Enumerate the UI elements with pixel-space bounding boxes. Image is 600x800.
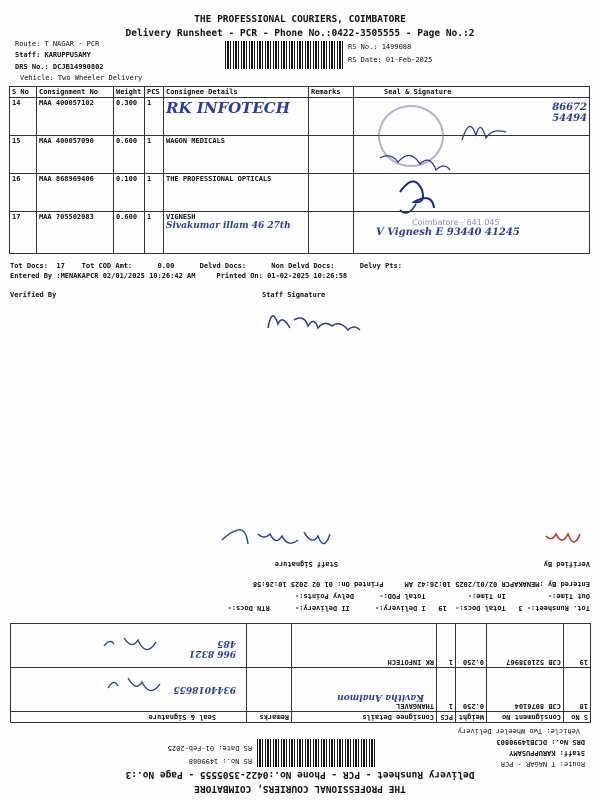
row-consignment: CJB 8076104 [487, 668, 564, 712]
row-consignment: CJB 521038967 [487, 624, 564, 668]
consignee-name: VIGNESH [166, 213, 196, 221]
row-remarks [309, 136, 354, 174]
row-sno: 18 [564, 668, 591, 712]
row-pcs: 1 [145, 98, 164, 136]
signature-row-14 [462, 126, 506, 140]
drs-label: DRS No.: DCJB14990802 [15, 63, 104, 71]
row-pcs: 1 [145, 174, 164, 212]
table-header [10, 87, 590, 98]
runsheet-title: Delivery Runsheet - PCR - Phone No.:0422-3505555 - Page No.:3 [125, 769, 475, 780]
table-header [11, 712, 591, 723]
row-consignee: WAGON MEDICALS [164, 136, 309, 174]
handwritten-phone: 9344018655 [173, 684, 236, 694]
row-consignee: RK INFOTECH [292, 624, 437, 668]
row-weight: 0.250 [456, 668, 487, 712]
company-name: THE PROFESSIONAL COURIERS, COIMBATORE [194, 14, 406, 25]
row-sno: 19 [564, 624, 591, 668]
signature-scribbles [370, 100, 590, 260]
route-label: Route: T NAGAR - PCR [500, 760, 585, 768]
col-seal: Seal & Signature [354, 87, 590, 98]
rs-no: RS No.: 1499088 [188, 757, 252, 765]
col-pcs: PCS [145, 87, 164, 98]
row-consignment: MAA 705502083 [37, 212, 114, 254]
staff-signature [188, 522, 338, 556]
totals-line: Tot Docs: 17 Tot COD Amt: 0.00 Delvd Docs: Non Delvd Docs: Delvy Pts: [10, 262, 402, 270]
row-weight: 0.300 [114, 98, 145, 136]
entered-line: Entered By :MENAKAPCR 02/01/2025 10:26:42 AM Printed On: 01-02-2025 10:26:58 [10, 272, 348, 280]
signature-row-16 [400, 181, 434, 208]
handwritten-signature: V Vignesh E 93440 41245 [376, 227, 520, 238]
handwritten-phone: 966 8321 485 [189, 638, 236, 658]
handwritten-address: Sivakumar illam 46 27th [166, 221, 291, 231]
row-remarks [309, 174, 354, 212]
signature-scribbles [30, 624, 170, 704]
row-weight: 0.100 [114, 174, 145, 212]
runsheet-title: Delivery Runsheet - PCR - Phone No.:0422-3505555 - Page No.:2 [125, 28, 475, 39]
signature-row-15 [380, 155, 450, 170]
row-consignee [164, 98, 309, 136]
col-consignee: Consignee Details [292, 712, 437, 723]
row-pcs: 1 [437, 624, 456, 668]
vehicle-label: Vehicle: Two Wheeler Delivery [457, 727, 580, 735]
totals-line-2: Out Time:- In Time:- Total POD:- Delvy Points:- [294, 592, 590, 600]
row-consignment: MAA 400057102 [37, 98, 114, 136]
col-pcs: PCS [437, 712, 456, 723]
col-seal: Seal & Signature [11, 712, 247, 723]
col-consignment: Consignment No [37, 87, 114, 98]
entered-line: Entered By :MENAKAPCR 02/01/2025 10:26:42 AM Printed On: 01 02 2025 10:26:58 [252, 580, 590, 588]
col-weight: Weight [456, 712, 487, 723]
row-consignment: MAA 400057090 [37, 136, 114, 174]
col-sno: S No [564, 712, 591, 723]
consignee-name: THANGAVEL [396, 702, 434, 710]
row-remarks [309, 98, 354, 136]
verified-label: Verified By [10, 291, 57, 299]
route-label: Route: T NAGAR - PCR [15, 40, 100, 48]
col-sno: S No [10, 87, 37, 98]
totals-line: Tot. Runsheet:- 3 Total Docs:- 19 I Delivery:- II Delivery:- RTN Docs:- [227, 604, 590, 612]
rs-date: RS Date: 01-Feb-2025 [167, 744, 252, 752]
signature-row-19 [104, 638, 156, 650]
row-consignee [292, 668, 437, 712]
handwritten-address: Kavitha Analmon [337, 692, 424, 702]
row-pcs: 1 [145, 212, 164, 254]
drs-label: DRS No.: DCJB14990803 [496, 738, 585, 746]
staff-label: Staff: KARUPPUSAMY [509, 749, 585, 757]
vehicle-label: Vehicle: Two Wheeler Delivery [20, 74, 143, 82]
row-pcs: 1 [145, 136, 164, 174]
staff-signature-label: Staff Signature [262, 291, 326, 299]
row-sno: 16 [10, 174, 37, 212]
col-weight: Weight [114, 87, 145, 98]
row-consignee [164, 212, 309, 254]
row-weight: 0.250 [456, 624, 487, 668]
bottom-runsheet [0, 510, 600, 800]
row-sno: 17 [10, 212, 37, 254]
row-remarks [309, 212, 354, 254]
col-remarks: Remarks [247, 712, 292, 723]
col-remarks: Remarks [309, 87, 354, 98]
signature-row-18 [108, 678, 160, 691]
rs-no: RS No.: 1499088 [348, 43, 412, 51]
company-name: THE PROFESSIONAL COURIERS, COIMBATORE [194, 783, 406, 794]
row-remarks [247, 668, 292, 712]
row-pcs: 1 [437, 668, 456, 712]
row-weight: 0.600 [114, 212, 145, 254]
rs-date: RS Date: 01-Feb-2025 [348, 56, 433, 64]
stamp-text: Coimbatore - 641 045 [412, 218, 500, 227]
barcode [257, 739, 375, 767]
staff-signature-label: Staff Signature [274, 560, 338, 568]
row-remarks [247, 624, 292, 668]
signature-row-16-mark [400, 204, 416, 213]
staff-signature [262, 302, 392, 336]
staff-label: Staff: KARUPPUSAMY [15, 51, 91, 59]
handwritten-consignee: RK INFOTECH [166, 99, 290, 117]
row-sno: 14 [10, 98, 37, 136]
col-consignee: Consignee Details [164, 87, 309, 98]
row-weight: 0.600 [114, 136, 145, 174]
row-consignee: THE PROFESSIONAL OPTICALS [164, 174, 309, 212]
col-consignment: Consignment No [487, 712, 564, 723]
verified-signature [526, 526, 586, 554]
barcode [225, 41, 343, 69]
row-sno: 15 [10, 136, 37, 174]
row-consignment: MAA 868969406 [37, 174, 114, 212]
handwritten-phone: 86672 54494 [552, 102, 587, 124]
verified-label: Verified By [543, 560, 590, 568]
